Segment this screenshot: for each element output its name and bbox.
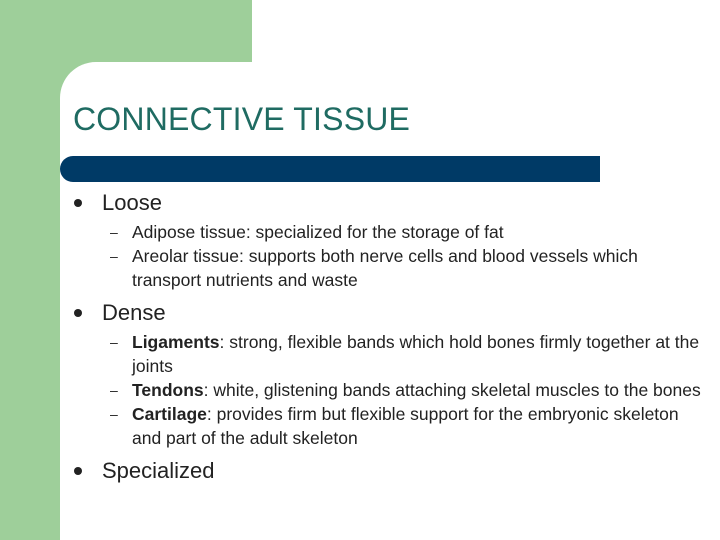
subitem-term: Tendons [132, 380, 204, 400]
subitem-text: Areolar tissue: supports both nerve cells and blood vessels which transport nutrients and waste [132, 246, 638, 290]
loose-subitems [74, 220, 704, 292]
dash-icon: – [110, 224, 118, 240]
slide-title: CONNECTIVE TISSUE [73, 101, 411, 137]
bullet-dot-icon [74, 199, 82, 207]
dense-subitems [74, 330, 704, 450]
bullet-dot-icon [74, 309, 82, 317]
bullet-specialized [74, 456, 704, 486]
dash-icon: – [110, 382, 118, 398]
subitem-text: Adipose tissue: specialized for the storage of fat [132, 222, 504, 242]
bullet-loose [74, 188, 704, 218]
subitem-text: : strong, flexible bands which hold bones firmly together at the joints [132, 332, 700, 376]
subitem-cartilage [74, 402, 704, 450]
bullet-label: Dense [102, 300, 166, 325]
subitem-tendons [74, 378, 704, 402]
dash-icon: – [110, 248, 118, 264]
subitem-adipose [74, 220, 704, 244]
title-underline-bar [60, 156, 600, 182]
subitem-text: : white, glistening bands attaching skeletal muscles to the bones [203, 380, 701, 400]
subitem-ligaments [74, 330, 704, 378]
slide-content [74, 188, 704, 486]
bullet-label: Loose [102, 190, 162, 215]
subitem-text: : provides firm but flexible support for the embryonic skeleton and part of the adult skeleton [132, 404, 679, 448]
subitem-term: Ligaments [132, 332, 220, 352]
bullet-dot-icon [74, 467, 82, 475]
bullet-label: Specialized [102, 458, 215, 483]
subitem-term: Cartilage [132, 404, 207, 424]
bullet-dense [74, 298, 704, 328]
dash-icon: – [110, 406, 118, 422]
dash-icon: – [110, 334, 118, 350]
subitem-areolar [74, 244, 704, 292]
